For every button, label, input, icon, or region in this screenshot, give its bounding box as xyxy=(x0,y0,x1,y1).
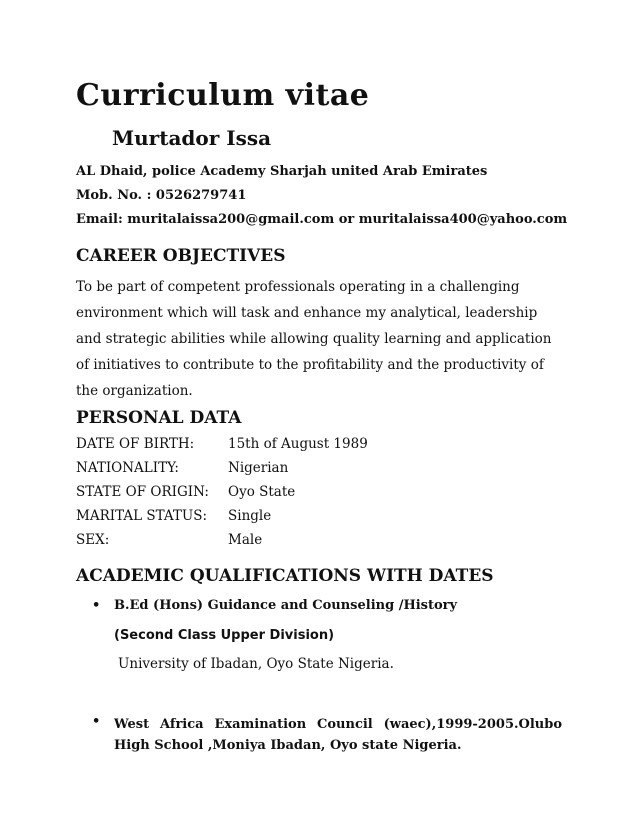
personal-value: Single xyxy=(228,508,272,524)
email-line: Email: muritalaissa200@gmail.com or muritalaissa400@yahoo.com xyxy=(76,212,568,227)
personal-label: DATE OF BIRTH: xyxy=(76,436,195,452)
personal-value: Oyo State xyxy=(228,484,296,500)
career-objectives-heading: CAREER OBJECTIVES xyxy=(76,246,286,266)
degree-institution: University of Ibadan, Oyo State Nigeria. xyxy=(118,656,394,672)
bullet-icon: • xyxy=(92,714,101,729)
waec-qualification: West Africa Examination Council (waec),1999-2005.Olubo High School ,Moniya Ibadan, Oyo state Nigeria. xyxy=(114,717,562,753)
academic-qualifications-heading: ACADEMIC QUALIFICATIONS WITH DATES xyxy=(76,566,494,586)
address-line: AL Dhaid, police Academy Sharjah united Arab Emirates xyxy=(76,164,488,179)
career-objectives-text: To be part of competent professionals operating in a challenging environment which will task and enhance my analytical, leadership and strategic abilities while allowing quality learning and application of initiatives to contribute to the profitability and the productivity of the organization. xyxy=(76,279,552,399)
degree-class: (Second Class Upper Division) xyxy=(114,628,335,643)
mobile-line: Mob. No. : 0526279741 xyxy=(76,188,247,203)
degree-title: B.Ed (Hons) Guidance and Counseling /History xyxy=(114,598,458,613)
candidate-name: Murtador Issa xyxy=(112,126,272,150)
document-title: Curriculum vitae xyxy=(76,78,370,113)
personal-value: 15th of August 1989 xyxy=(228,436,368,452)
personal-label: NATIONALITY: xyxy=(76,460,179,476)
personal-value: Nigerian xyxy=(228,460,289,476)
bullet-icon: • xyxy=(92,598,101,613)
personal-data-heading: PERSONAL DATA xyxy=(76,408,242,428)
personal-label: STATE OF ORIGIN: xyxy=(76,484,209,500)
personal-label: MARITAL STATUS: xyxy=(76,508,208,524)
personal-value: Male xyxy=(228,532,263,548)
personal-label: SEX: xyxy=(76,532,110,548)
